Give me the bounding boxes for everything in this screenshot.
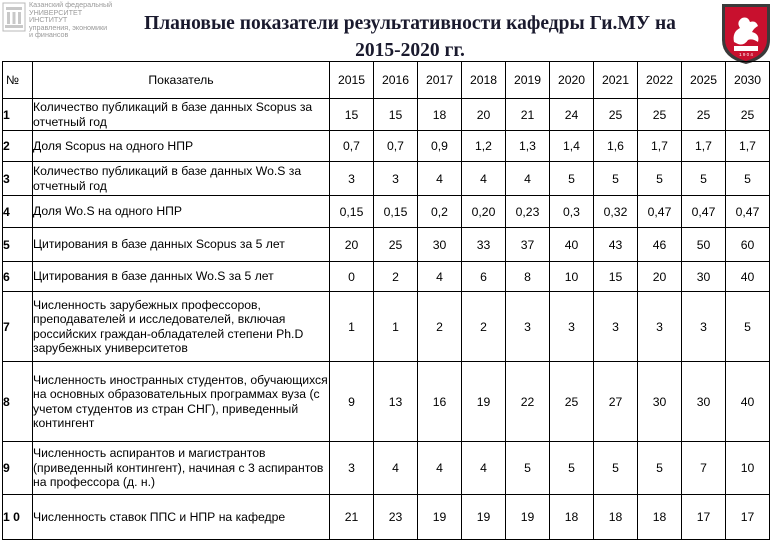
value-cell: 0,7 <box>374 131 418 162</box>
indicator-name: Доля Wo.S на одного НПР <box>33 196 330 228</box>
value-cell: 0,15 <box>374 196 418 228</box>
value-cell: 4 <box>462 442 506 495</box>
table-row <box>3 99 770 131</box>
row-number: 1 <box>3 99 33 131</box>
row-number: 8 <box>3 362 33 442</box>
value-cell: 60 <box>726 228 770 262</box>
value-cell: 25 <box>682 99 726 131</box>
value-cell: 0,15 <box>330 196 374 228</box>
value-cell: 18 <box>594 495 638 540</box>
value-cell: 4 <box>462 162 506 196</box>
emblem-year: 1 9 0 4 <box>739 52 753 57</box>
table-row <box>3 292 770 362</box>
value-cell: 1 <box>330 292 374 362</box>
row-number: 1 0 <box>3 495 33 540</box>
value-cell: 3 <box>330 442 374 495</box>
header-indicator: Показатель <box>33 62 330 99</box>
header-year: 2021 <box>594 62 638 99</box>
value-cell: 3 <box>506 292 550 362</box>
value-cell: 0,47 <box>726 196 770 228</box>
value-cell: 1,4 <box>550 131 594 162</box>
row-number: 4 <box>3 196 33 228</box>
indicator-name: Цитирования в базе данных Scopus за 5 лет <box>33 228 330 262</box>
indicator-name: Численность ставок ППС и НПР на кафедре <box>33 495 330 540</box>
value-cell: 19 <box>506 495 550 540</box>
value-cell: 5 <box>638 442 682 495</box>
header-num: № <box>3 62 33 99</box>
value-cell: 40 <box>726 362 770 442</box>
value-cell: 37 <box>506 228 550 262</box>
header-year: 2030 <box>726 62 770 99</box>
value-cell: 13 <box>374 362 418 442</box>
value-cell: 8 <box>506 262 550 292</box>
table-row <box>3 495 770 540</box>
indicator-name: Цитирования в базе данных Wo.S за 5 лет <box>33 262 330 292</box>
value-cell: 0,2 <box>418 196 462 228</box>
value-cell: 20 <box>330 228 374 262</box>
value-cell: 0 <box>330 262 374 292</box>
value-cell: 10 <box>726 442 770 495</box>
value-cell: 0,47 <box>682 196 726 228</box>
value-cell: 22 <box>506 362 550 442</box>
value-cell: 4 <box>418 162 462 196</box>
header-year: 2016 <box>374 62 418 99</box>
value-cell: 0,23 <box>506 196 550 228</box>
value-cell: 2 <box>462 292 506 362</box>
value-cell: 3 <box>594 292 638 362</box>
value-cell: 5 <box>594 442 638 495</box>
table-row <box>3 131 770 162</box>
value-cell: 15 <box>374 99 418 131</box>
value-cell: 2 <box>374 262 418 292</box>
value-cell: 25 <box>374 228 418 262</box>
value-cell: 4 <box>506 162 550 196</box>
header-year: 2025 <box>682 62 726 99</box>
value-cell: 0,9 <box>418 131 462 162</box>
title-line-2: 2015-2020 гг. <box>355 40 465 61</box>
table-row <box>3 442 770 495</box>
table-header-row <box>3 62 770 99</box>
value-cell: 4 <box>418 442 462 495</box>
value-cell: 1,7 <box>638 131 682 162</box>
value-cell: 3 <box>682 292 726 362</box>
university-crest-icon <box>2 2 26 32</box>
value-cell: 5 <box>726 162 770 196</box>
kpi-table <box>2 61 770 540</box>
value-cell: 30 <box>638 362 682 442</box>
table-row <box>3 362 770 442</box>
value-cell: 24 <box>550 99 594 131</box>
value-cell: 20 <box>638 262 682 292</box>
header-year: 2017 <box>418 62 462 99</box>
value-cell: 23 <box>374 495 418 540</box>
row-number: 7 <box>3 292 33 362</box>
institute-line: и финансов <box>29 30 69 40</box>
indicator-name: Доля Scopus на одного НПР <box>33 131 330 162</box>
row-number: 3 <box>3 162 33 196</box>
title-line-1: Плановые показатели результативности кафедры Ги.МУ на <box>144 13 676 34</box>
value-cell: 15 <box>330 99 374 131</box>
value-cell: 43 <box>594 228 638 262</box>
value-cell: 3 <box>330 162 374 196</box>
value-cell: 19 <box>462 362 506 442</box>
header-year: 2015 <box>330 62 374 99</box>
value-cell: 1,6 <box>594 131 638 162</box>
table-row <box>3 262 770 292</box>
value-cell: 5 <box>594 162 638 196</box>
value-cell: 18 <box>418 99 462 131</box>
page-title <box>130 10 690 64</box>
indicator-name: Количество публикаций в базе данных Scopus за отчетный год <box>33 99 330 131</box>
value-cell: 2 <box>418 292 462 362</box>
value-cell: 5 <box>506 442 550 495</box>
header-year: 2019 <box>506 62 550 99</box>
value-cell: 5 <box>638 162 682 196</box>
value-cell: 25 <box>638 99 682 131</box>
institute-line: УНИВЕРСИТЕТ <box>29 7 83 17</box>
header-year: 2020 <box>550 62 594 99</box>
value-cell: 1,3 <box>506 131 550 162</box>
value-cell: 0,20 <box>462 196 506 228</box>
institute-line: ИНСТИТУТ <box>29 15 68 25</box>
value-cell: 0,7 <box>330 131 374 162</box>
value-cell: 4 <box>374 442 418 495</box>
value-cell: 30 <box>418 228 462 262</box>
value-cell: 1 <box>374 292 418 362</box>
value-cell: 30 <box>682 362 726 442</box>
value-cell: 0,32 <box>594 196 638 228</box>
row-number: 5 <box>3 228 33 262</box>
value-cell: 40 <box>550 228 594 262</box>
value-cell: 3 <box>638 292 682 362</box>
value-cell: 27 <box>594 362 638 442</box>
value-cell: 19 <box>418 495 462 540</box>
value-cell: 7 <box>682 442 726 495</box>
value-cell: 3 <box>550 292 594 362</box>
value-cell: 18 <box>638 495 682 540</box>
value-cell: 17 <box>726 495 770 540</box>
value-cell: 15 <box>594 262 638 292</box>
value-cell: 1,7 <box>726 131 770 162</box>
value-cell: 25 <box>550 362 594 442</box>
institute-line: Казанский федеральный <box>29 0 113 9</box>
row-number: 9 <box>3 442 33 495</box>
table-row <box>3 228 770 262</box>
value-cell: 46 <box>638 228 682 262</box>
value-cell: 25 <box>594 99 638 131</box>
value-cell: 40 <box>726 262 770 292</box>
indicator-name: Количество публикаций в базе данных Wo.S за отчетный год <box>33 162 330 196</box>
value-cell: 5 <box>682 162 726 196</box>
value-cell: 4 <box>418 262 462 292</box>
row-number: 2 <box>3 131 33 162</box>
value-cell: 1,7 <box>682 131 726 162</box>
indicator-name: Численность аспирантов и магистрантов (приведенный контингент), начиная с 3 аспирантов на профессора (д. н.) <box>33 442 330 495</box>
value-cell: 10 <box>550 262 594 292</box>
dragon-shield-icon <box>718 2 774 66</box>
header-year: 2018 <box>462 62 506 99</box>
value-cell: 0,47 <box>638 196 682 228</box>
value-cell: 9 <box>330 362 374 442</box>
value-cell: 18 <box>550 495 594 540</box>
value-cell: 5 <box>550 442 594 495</box>
value-cell: 5 <box>726 292 770 362</box>
institute-name <box>29 1 112 39</box>
value-cell: 16 <box>418 362 462 442</box>
value-cell: 0,3 <box>550 196 594 228</box>
value-cell: 17 <box>682 495 726 540</box>
institute-logo <box>2 0 122 62</box>
value-cell: 30 <box>682 262 726 292</box>
table-row <box>3 162 770 196</box>
value-cell: 1,2 <box>462 131 506 162</box>
value-cell: 33 <box>462 228 506 262</box>
header-year: 2022 <box>638 62 682 99</box>
institute-line: управления, экономики <box>29 22 108 32</box>
indicator-name: Численность зарубежных профессоров, преподавателей и исследователей, включая российских граждан-обладателей степени Ph.D зарубежных университетов <box>33 292 330 362</box>
table-row <box>3 196 770 228</box>
value-cell: 5 <box>550 162 594 196</box>
row-number: 6 <box>3 262 33 292</box>
value-cell: 25 <box>726 99 770 131</box>
kazan-emblem <box>718 2 774 66</box>
value-cell: 21 <box>506 99 550 131</box>
indicator-name: Численность иностранных студентов, обучающихся на основных образовательных программах вуза (с учетом студентов из стран СНГ), приведенный контингент <box>33 362 330 442</box>
value-cell: 21 <box>330 495 374 540</box>
value-cell: 6 <box>462 262 506 292</box>
value-cell: 50 <box>682 228 726 262</box>
value-cell: 20 <box>462 99 506 131</box>
value-cell: 3 <box>374 162 418 196</box>
value-cell: 19 <box>462 495 506 540</box>
